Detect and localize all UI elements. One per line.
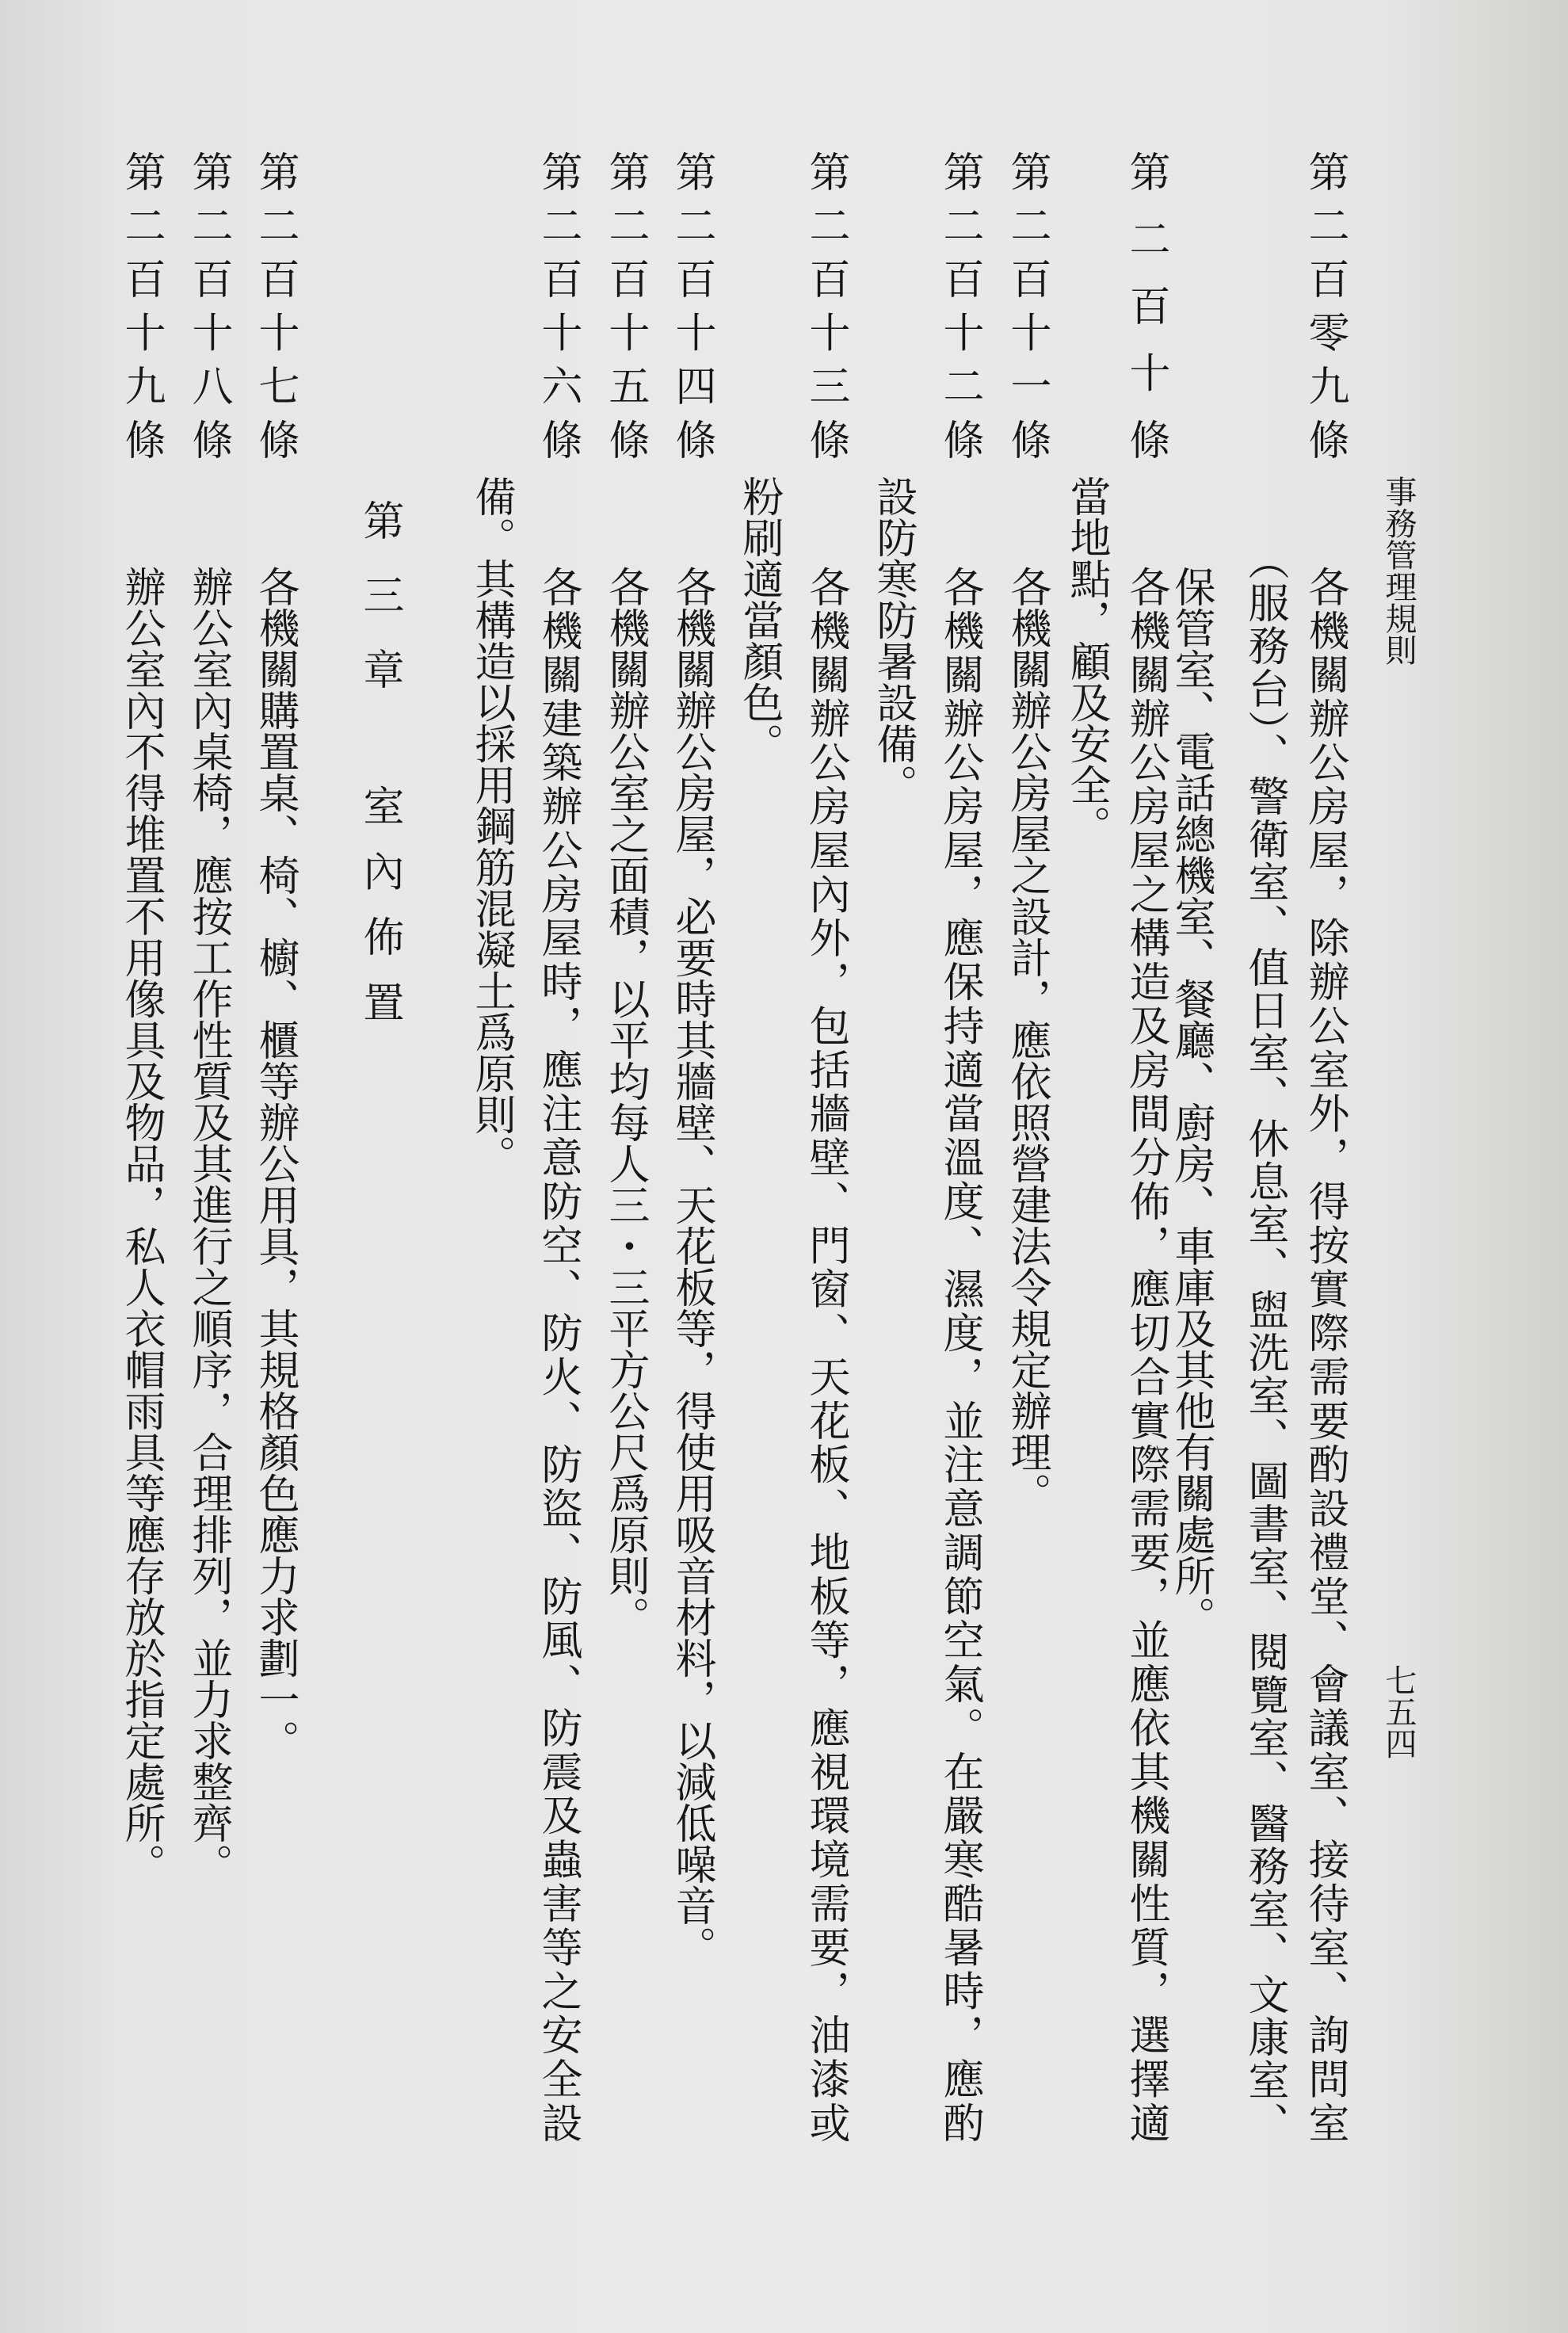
article-text-line: 辦公室內不得堆置不用像具及物品，私人衣帽雨具等應存放於指定處所。 xyxy=(117,566,165,1884)
article-number: 第二百十九條 xyxy=(117,151,165,460)
article-number: 第二百零九條 xyxy=(1301,151,1349,460)
running-header-title: 事務管理規則 xyxy=(1380,475,1417,666)
article-number: 第二百十二條 xyxy=(936,151,983,460)
chapter-title: 室內佈置 xyxy=(356,785,403,1022)
article-text-line: 各機關辦公房屋，必要時其牆壁、天花板等，得使用吸音材料，以減低噪音。 xyxy=(668,566,715,1967)
article-text-line: 各機關辦公房屋之設計，應依照營建法令規定辦理。 xyxy=(1003,566,1051,1514)
article-number: 第二百十一條 xyxy=(1003,151,1051,460)
article-number: 第二百十三條 xyxy=(802,151,849,460)
article-text-line: 保管室、電話總機室、餐廳、廚房、車庫及其他有關處所。 xyxy=(1167,566,1215,1637)
article-number: 第二百十五條 xyxy=(601,151,649,460)
article-text-line: 設防寒防暑設備。 xyxy=(869,475,917,805)
article-text-line: （服務台）、警衛室、值日室、休息室、盥洗室、圖書室、閱覽室、醫務室、文康室、 xyxy=(1241,539,1288,2143)
page-number: 七五四 xyxy=(1380,1664,1417,1759)
article-number: 第二百十六條 xyxy=(534,151,582,460)
article-text-line: 粉刷適當顏色。 xyxy=(735,475,783,764)
article-number: 第二百十八條 xyxy=(185,151,232,460)
article-text-line: 各機關辦公房屋，應保持適當溫度、濕度，並注意調節空氣。在嚴寒酷暑時，應酌 xyxy=(936,566,983,2143)
article-text-line: 各機關辦公房屋內外，包括牆壁、門窗、天花板、地板等，應視環境需要，油漆或 xyxy=(802,566,849,2143)
chapter-number: 第三章 xyxy=(356,499,403,689)
article-text-line: 當地點，顧及安全。 xyxy=(1063,475,1110,846)
article-number: 第二百十條 xyxy=(1122,151,1169,460)
article-number: 第二百十七條 xyxy=(251,151,299,460)
article-text-line: 各機關辦公室之面積，以平均每人三・三平方公尺爲原則。 xyxy=(601,566,649,1637)
article-text-line: 各機關辦公房屋，除辦公室外，得按實際需要酌設禮堂、會議室、接待室、詢問室 xyxy=(1301,566,1349,2143)
article-text-line: 各機關建築辦公房屋時，應注意防空、防火、防盜、防風、防震及蟲害等之安全設 xyxy=(534,566,582,2143)
article-text-line: 各機關辦公房屋之構造及房間分佈，應切合實際需要，並應依其機關性質，選擇適 xyxy=(1122,566,1169,2143)
article-text-line: 辦公室內桌椅，應按工作性質及其進行之順序，合理排列，並力求整齊。 xyxy=(185,566,232,1884)
article-text-line: 各機關購置桌、椅、櫥、櫃等辦公用具，其規格顏色應力求劃一。 xyxy=(251,566,299,1761)
article-number: 第二百十四條 xyxy=(668,151,715,460)
article-text-line: 備。其構造以採用鋼筋混凝土爲原則。 xyxy=(467,475,515,1176)
